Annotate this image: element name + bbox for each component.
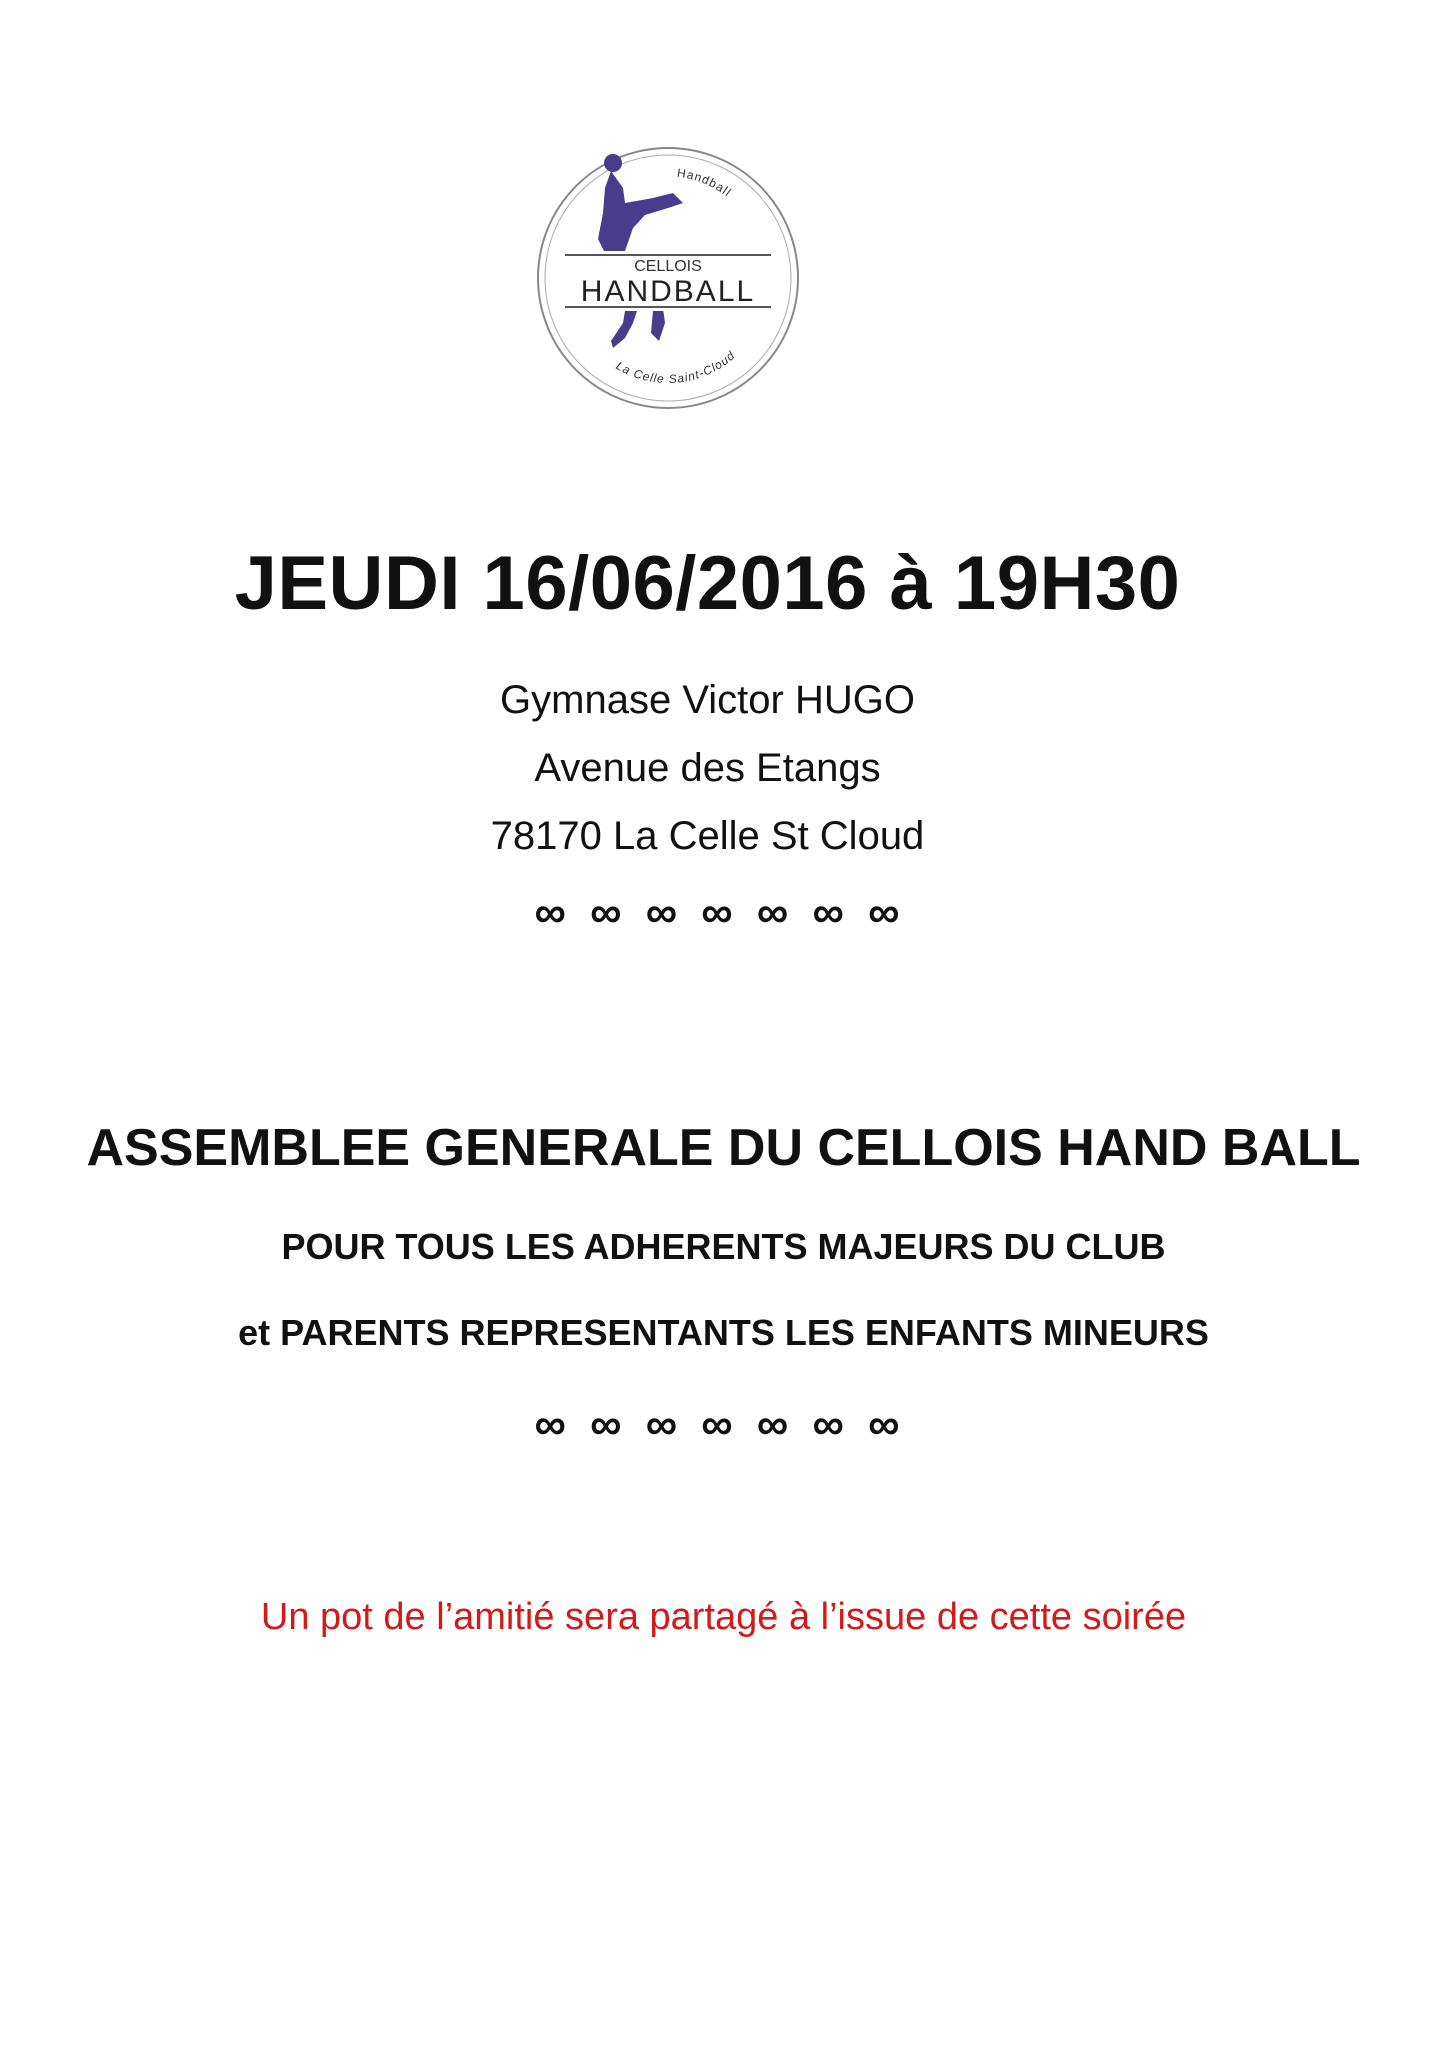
venue-street: Avenue des Etangs	[534, 746, 881, 790]
assembly-audience-line1: POUR TOUS LES ADHERENTS MAJEURS DU CLUB	[281, 1226, 1166, 1267]
reception-note: Un pot de l’amitié sera partagé à l’issue de cette soirée	[260, 1596, 1187, 1638]
logo-small-text: CELLOIS	[634, 258, 702, 275]
svg-text:La Celle Saint-Cloud	[614, 348, 738, 386]
separator-top: ∞ ∞ ∞ ∞ ∞ ∞ ∞	[534, 888, 906, 937]
venue-name: Gymnase Victor HUGO	[500, 678, 915, 722]
event-datetime: JEUDI 16/06/2016 à 19H30	[234, 541, 1181, 626]
assembly-title: ASSEMBLEE GENERALE DU CELLOIS HAND BALL	[86, 1119, 1361, 1177]
logo-arc-top-text: Handball	[676, 165, 735, 200]
logo-arc-bottom-text: La Celle Saint-Cloud	[613, 348, 738, 387]
separator-bottom: ∞ ∞ ∞ ∞ ∞ ∞ ∞	[534, 1400, 906, 1449]
assembly-audience-line2: et PARENTS REPRESENTANTS LES ENFANTS MINEURS	[238, 1312, 1209, 1353]
club-logo	[533, 143, 803, 413]
venue-city: 78170 La Celle St Cloud	[490, 814, 925, 858]
svg-text:Handball	[676, 166, 734, 200]
logo-big-text: HANDBALL	[580, 275, 756, 308]
